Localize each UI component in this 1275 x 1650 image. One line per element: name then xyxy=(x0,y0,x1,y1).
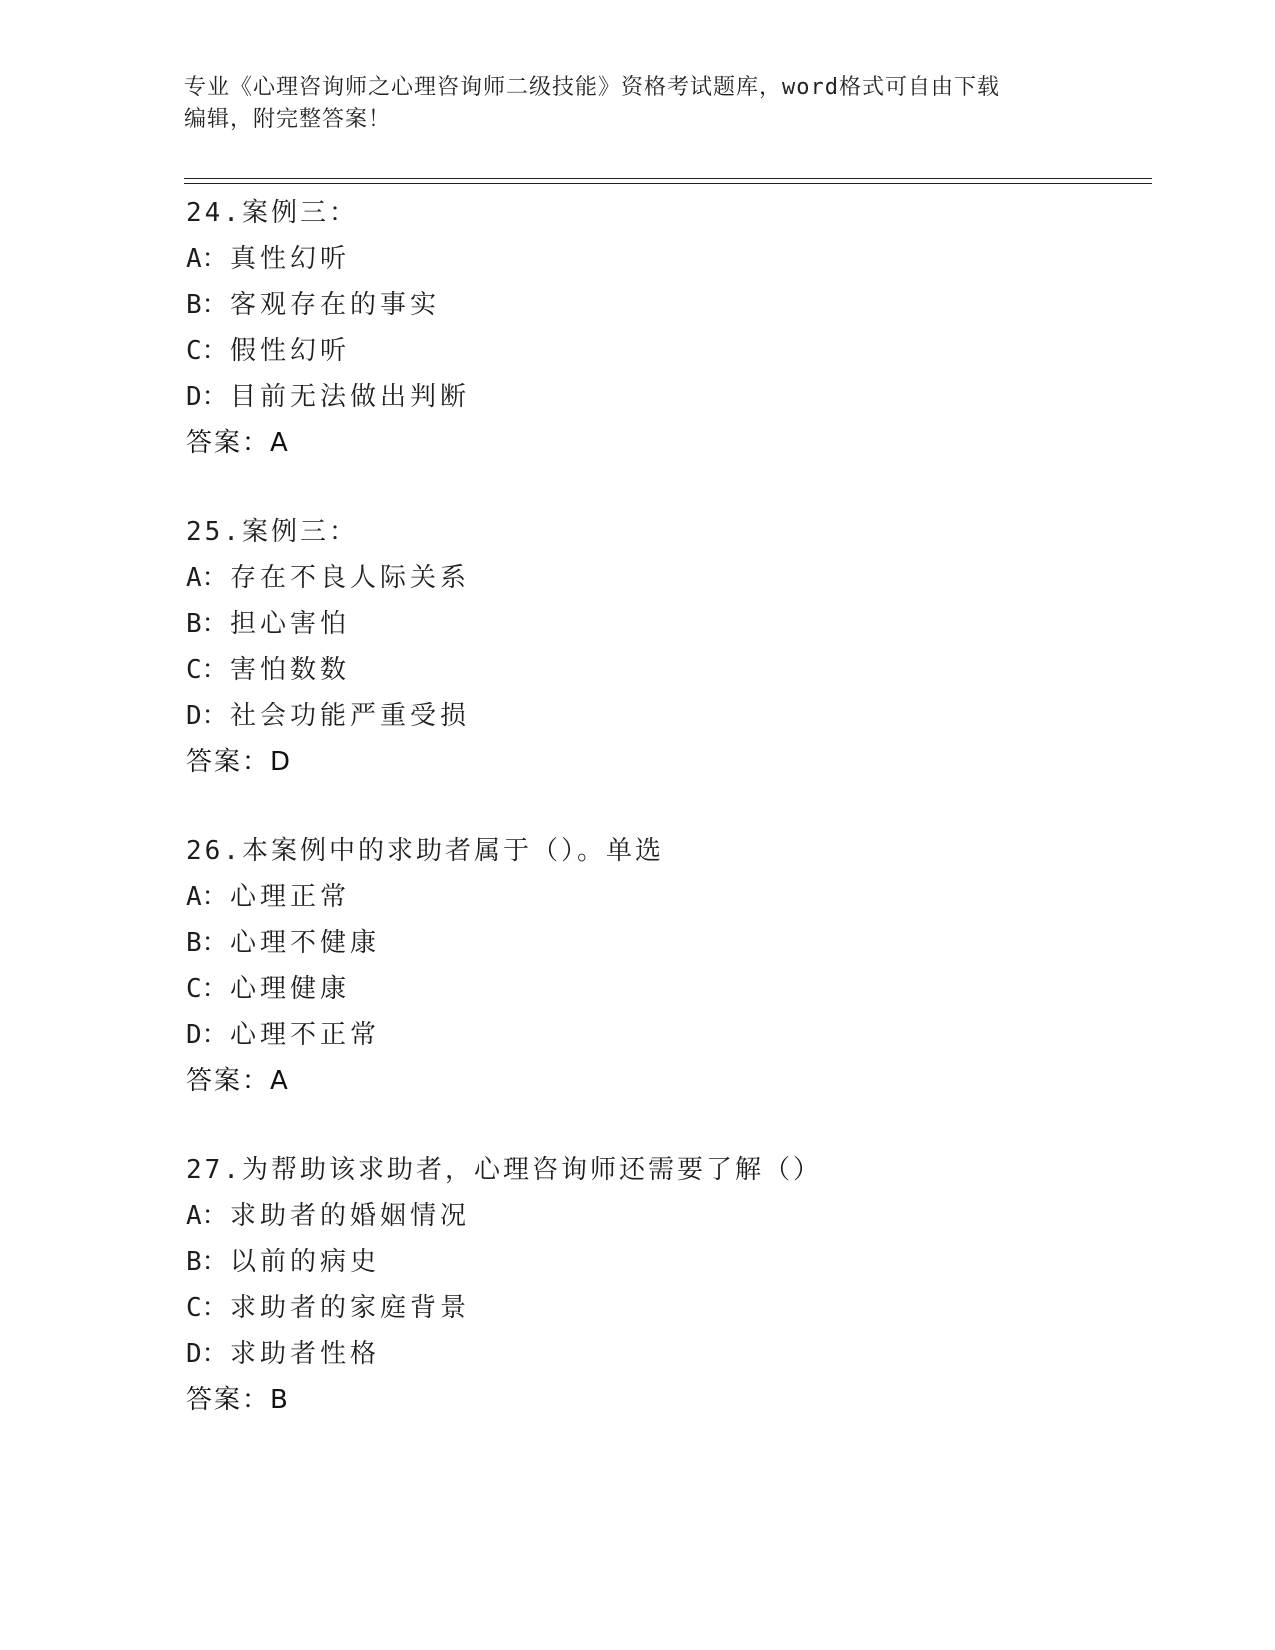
question-item xyxy=(186,1147,1136,1423)
option-text: 心理不正常 xyxy=(230,1020,381,1050)
option-text: 害怕数数 xyxy=(230,655,351,685)
option-c xyxy=(186,1285,1136,1331)
option-d xyxy=(186,374,1136,420)
question-title: 26.本案例中的求助者属于（）。单选 xyxy=(186,836,664,866)
option-key: B： xyxy=(186,609,228,639)
option-text: 社会功能严重受损 xyxy=(230,701,471,731)
option-c xyxy=(186,647,1136,693)
option-key: C： xyxy=(186,336,228,366)
answer-line: 答案：A xyxy=(186,1066,290,1096)
option-key: D： xyxy=(186,701,228,731)
header-line-1: 专业《心理咨询师之心理咨询师二级技能》资格考试题库，word格式可自由下载 xyxy=(184,75,1000,100)
option-key: C： xyxy=(186,974,228,1004)
option-text: 心理正常 xyxy=(230,882,351,912)
option-key: B： xyxy=(186,1247,228,1277)
question-title: 27.为帮助该求助者，心理咨询师还需要了解（） xyxy=(186,1155,822,1185)
option-text: 求助者的家庭背景 xyxy=(230,1293,471,1323)
option-c xyxy=(186,328,1136,374)
option-key: D： xyxy=(186,1020,228,1050)
document-header xyxy=(184,72,1064,136)
option-b xyxy=(186,282,1136,328)
option-key: D： xyxy=(186,1339,228,1369)
question-item xyxy=(186,509,1136,785)
question-item xyxy=(186,828,1136,1104)
option-text: 心理健康 xyxy=(230,974,351,1004)
answer-line: 答案：A xyxy=(186,428,290,458)
answer-line: 答案：B xyxy=(186,1385,290,1415)
option-b xyxy=(186,601,1136,647)
option-text: 求助者的婚姻情况 xyxy=(230,1201,471,1231)
option-text: 目前无法做出判断 xyxy=(230,382,471,412)
option-key: D： xyxy=(186,382,228,412)
option-d xyxy=(186,1331,1136,1377)
question-title: 24.案例三： xyxy=(186,198,358,228)
option-key: B： xyxy=(186,928,228,958)
option-text: 真性幻听 xyxy=(230,244,351,274)
header-divider-bottom xyxy=(184,183,1152,184)
option-key: A： xyxy=(186,1201,228,1231)
option-key: A： xyxy=(186,563,228,593)
option-a xyxy=(186,236,1136,282)
option-text: 担心害怕 xyxy=(230,609,351,639)
question-title: 25.案例三： xyxy=(186,517,358,547)
answer-line: 答案：D xyxy=(186,747,293,777)
header-line-2: 编辑，附完整答案！ xyxy=(184,107,392,132)
option-text: 求助者性格 xyxy=(230,1339,381,1369)
header-divider-top xyxy=(184,178,1152,179)
option-d xyxy=(186,693,1136,739)
option-key: B： xyxy=(186,290,228,320)
option-text: 以前的病史 xyxy=(230,1247,381,1277)
question-list xyxy=(186,190,1136,1466)
option-text: 假性幻听 xyxy=(230,336,351,366)
option-text: 客观存在的事实 xyxy=(230,290,441,320)
option-key: A： xyxy=(186,244,228,274)
option-a xyxy=(186,555,1136,601)
option-text: 存在不良人际关系 xyxy=(230,563,471,593)
option-key: A： xyxy=(186,882,228,912)
option-key: C： xyxy=(186,655,228,685)
option-d xyxy=(186,1012,1136,1058)
option-key: C： xyxy=(186,1293,228,1323)
question-item xyxy=(186,190,1136,466)
option-b xyxy=(186,920,1136,966)
option-a xyxy=(186,874,1136,920)
option-b xyxy=(186,1239,1136,1285)
option-c xyxy=(186,966,1136,1012)
option-a xyxy=(186,1193,1136,1239)
option-text: 心理不健康 xyxy=(230,928,381,958)
